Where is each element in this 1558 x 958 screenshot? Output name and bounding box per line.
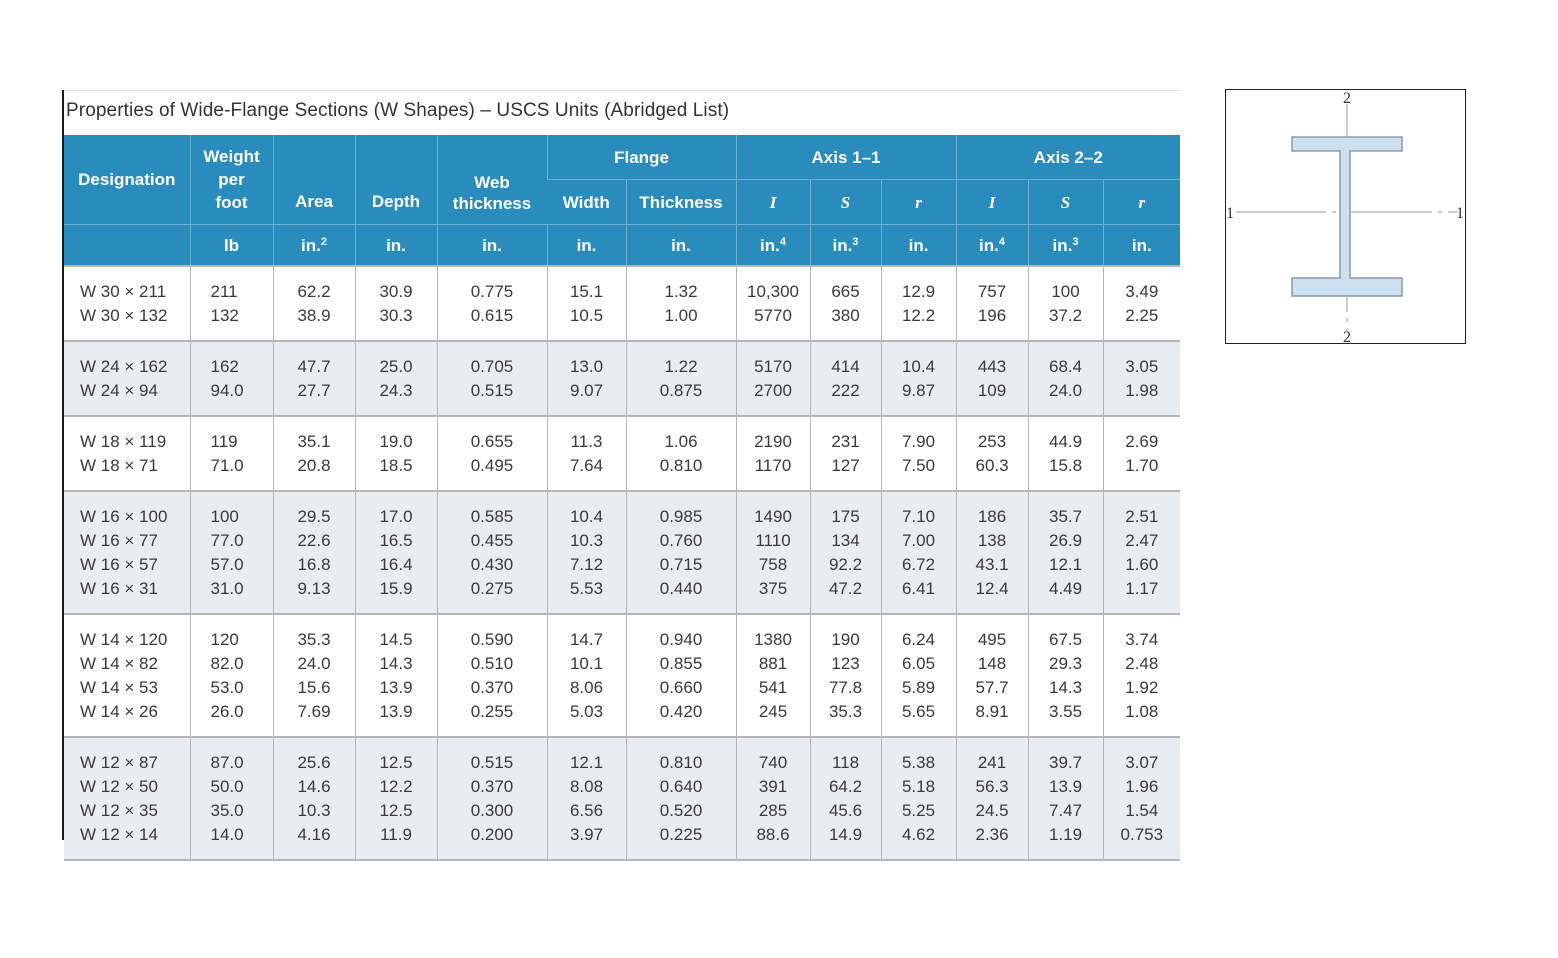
table-row-group-w30 — [64, 266, 1180, 341]
cell-r1: 6.24 6.05 5.89 5.65 — [881, 614, 956, 737]
cell-flange-width: 10.4 10.3 7.12 5.53 — [547, 491, 626, 614]
table-title: Properties of Wide-Flange Sections (W Shapes) – USCS Units (Abridged List) — [66, 100, 730, 121]
unit-depth: in. — [355, 225, 437, 267]
unit-I1 — [736, 225, 810, 267]
unit-S2 — [1028, 225, 1103, 267]
unit-r1: in. — [881, 225, 956, 267]
cell-S2: 35.7 26.9 12.1 4.49 — [1028, 491, 1103, 614]
cell-flange-thickness: 0.810 0.640 0.520 0.225 — [626, 737, 736, 860]
unit-web: in. — [437, 225, 547, 267]
cell-web-thickness: 0.705 0.515 — [437, 341, 547, 416]
units-row — [64, 225, 1180, 267]
cell-S2: 100 37.2 — [1028, 266, 1103, 341]
cell-designation: W 16 × 100 W 16 × 77 W 16 × 57 W 16 × 31 — [64, 491, 190, 614]
cell-weight: 162 94.0 — [190, 341, 273, 416]
table-row-group-w14 — [64, 614, 1180, 737]
cell-area: 62.2 38.9 — [273, 266, 355, 341]
cell-r2: 3.74 2.48 1.92 1.08 — [1103, 614, 1180, 737]
header-r-axis1: r — [881, 180, 956, 225]
label-axis-2-bottom: 2 — [1343, 329, 1351, 342]
cell-r1: 7.90 7.50 — [881, 416, 956, 491]
cell-weight: 120 82.0 53.0 26.0 — [190, 614, 273, 737]
cell-web-thickness: 0.655 0.495 — [437, 416, 547, 491]
cell-r1: 12.9 12.2 — [881, 266, 956, 341]
cell-I2: 186 138 43.1 12.4 — [956, 491, 1028, 614]
cell-flange-thickness: 1.06 0.810 — [626, 416, 736, 491]
table-header — [64, 135, 1180, 266]
table-row-group-w12 — [64, 737, 1180, 860]
header-flange-thickness: Thickness — [626, 180, 736, 225]
cell-weight: 87.0 50.0 35.0 14.0 — [190, 737, 273, 860]
unit-area — [273, 225, 355, 267]
cell-designation: W 14 × 120 W 14 × 82 W 14 × 53 W 14 × 26 — [64, 614, 190, 737]
cell-weight: 211 132 — [190, 266, 273, 341]
header-depth: Depth — [355, 135, 437, 225]
header-axis-1-1: Axis 1–1 — [736, 135, 956, 180]
unit-I2 — [956, 225, 1028, 267]
cell-r2: 2.69 1.70 — [1103, 416, 1180, 491]
unit-weight: lb — [190, 225, 273, 267]
unit-flange-thickness: in. — [626, 225, 736, 267]
cell-I2: 757 196 — [956, 266, 1028, 341]
cell-I2: 241 56.3 24.5 2.36 — [956, 737, 1028, 860]
cell-flange-width: 15.1 10.5 — [547, 266, 626, 341]
cell-I2: 443 109 — [956, 341, 1028, 416]
w-shape-section — [1292, 137, 1402, 296]
cell-r2: 2.51 2.47 1.60 1.17 — [1103, 491, 1180, 614]
cell-flange-width: 13.0 9.07 — [547, 341, 626, 416]
cell-flange-thickness: 1.32 1.00 — [626, 266, 736, 341]
label-axis-1-left: 1 — [1226, 205, 1234, 222]
unit-I2-base: in. — [979, 235, 999, 255]
header-I-axis2: I — [956, 180, 1028, 225]
header-flange: Flange — [547, 135, 736, 180]
cell-flange-thickness: 0.985 0.760 0.715 0.440 — [626, 491, 736, 614]
cell-designation: W 24 × 162 W 24 × 94 — [64, 341, 190, 416]
table-row-group-w18 — [64, 416, 1180, 491]
cell-area: 29.5 22.6 16.8 9.13 — [273, 491, 355, 614]
cell-web-thickness: 0.775 0.615 — [437, 266, 547, 341]
header-designation: Designation — [64, 135, 190, 225]
cell-I2: 253 60.3 — [956, 416, 1028, 491]
cell-S1: 231 127 — [810, 416, 881, 491]
label-axis-1-right: 1 — [1456, 205, 1464, 222]
cell-I1: 740 391 285 88.6 — [736, 737, 810, 860]
unit-I1-sup: 4 — [779, 235, 786, 248]
cell-flange-thickness: 0.940 0.855 0.660 0.420 — [626, 614, 736, 737]
header-axis-2-2: Axis 2–2 — [956, 135, 1180, 180]
cell-area: 25.6 14.6 10.3 4.16 — [273, 737, 355, 860]
cell-S1: 665 380 — [810, 266, 881, 341]
cell-weight: 119 71.0 — [190, 416, 273, 491]
cell-flange-width: 11.3 7.64 — [547, 416, 626, 491]
cell-web-thickness: 0.590 0.510 0.370 0.255 — [437, 614, 547, 737]
unit-designation — [64, 225, 190, 267]
cell-S2: 39.7 13.9 7.47 1.19 — [1028, 737, 1103, 860]
table-row-group-w24 — [64, 341, 1180, 416]
header-weight-line3: foot — [215, 193, 248, 212]
properties-table — [64, 135, 1180, 861]
cell-depth: 25.0 24.3 — [355, 341, 437, 416]
unit-S1 — [810, 225, 881, 267]
cell-depth: 12.5 12.2 12.5 11.9 — [355, 737, 437, 860]
cell-S2: 44.9 15.8 — [1028, 416, 1103, 491]
cell-area: 35.3 24.0 15.6 7.69 — [273, 614, 355, 737]
unit-S1-base: in. — [832, 235, 853, 255]
header-weight-line1: Weight — [203, 147, 260, 166]
w-shape-diagram — [1226, 90, 1464, 342]
cell-I2: 495 148 57.7 8.91 — [956, 614, 1028, 737]
unit-I1-base: in. — [760, 235, 780, 255]
cell-depth: 19.0 18.5 — [355, 416, 437, 491]
cell-r1: 5.38 5.18 5.25 4.62 — [881, 737, 956, 860]
cell-flange-width: 14.7 10.1 8.06 5.03 — [547, 614, 626, 737]
cell-I1: 5170 2700 — [736, 341, 810, 416]
cell-depth: 30.9 30.3 — [355, 266, 437, 341]
header-area: Area — [273, 135, 355, 225]
cell-S1: 190 123 77.8 35.3 — [810, 614, 881, 737]
header-r-axis2: r — [1103, 180, 1180, 225]
cell-depth: 14.5 14.3 13.9 13.9 — [355, 614, 437, 737]
table-body — [64, 266, 1180, 860]
cell-I1: 1490 1110 758 375 — [736, 491, 810, 614]
cell-flange-thickness: 1.22 0.875 — [626, 341, 736, 416]
cell-area: 35.1 20.8 — [273, 416, 355, 491]
title-top-rule — [64, 90, 1180, 91]
table-title-bar — [64, 90, 1180, 134]
cell-I1: 1380 881 541 245 — [736, 614, 810, 737]
cell-r2: 3.05 1.98 — [1103, 341, 1180, 416]
cell-web-thickness: 0.515 0.370 0.300 0.200 — [437, 737, 547, 860]
cell-r2: 3.49 2.25 — [1103, 266, 1180, 341]
header-weight-line2: per — [218, 170, 245, 189]
header-web-line2: thickness — [452, 194, 532, 213]
cell-S2: 68.4 24.0 — [1028, 341, 1103, 416]
header-S-axis2: S — [1028, 180, 1103, 225]
w-shape-axes-figure — [1225, 89, 1466, 344]
unit-r2: in. — [1103, 225, 1180, 267]
cell-I1: 10,300 5770 — [736, 266, 810, 341]
unit-S1-sup: 3 — [852, 235, 859, 248]
cell-depth: 17.0 16.5 16.4 15.9 — [355, 491, 437, 614]
unit-flange-width: in. — [547, 225, 626, 267]
cell-S1: 175 134 92.2 47.2 — [810, 491, 881, 614]
cell-I1: 2190 1170 — [736, 416, 810, 491]
header-web-line1: Web — [474, 173, 510, 192]
unit-I2-sup: 4 — [998, 235, 1006, 248]
unit-S2-base: in. — [1052, 235, 1073, 255]
unit-S2-sup: 3 — [1072, 235, 1079, 248]
cell-flange-width: 12.1 8.08 6.56 3.97 — [547, 737, 626, 860]
header-flange-width: Width — [547, 180, 626, 225]
cell-area: 47.7 27.7 — [273, 341, 355, 416]
cell-designation: W 18 × 119 W 18 × 71 — [64, 416, 190, 491]
unit-area-base: in. — [301, 235, 321, 255]
label-axis-2-top: 2 — [1343, 90, 1351, 107]
cell-designation: W 30 × 211 W 30 × 132 — [64, 266, 190, 341]
header-web-thickness — [437, 135, 547, 225]
cell-designation: W 12 × 87 W 12 × 50 W 12 × 35 W 12 × 14 — [64, 737, 190, 860]
header-S-axis1: S — [810, 180, 881, 225]
cell-web-thickness: 0.585 0.455 0.430 0.275 — [437, 491, 547, 614]
cell-S1: 414 222 — [810, 341, 881, 416]
cell-r2: 3.07 1.96 1.54 0.753 — [1103, 737, 1180, 860]
cell-S2: 67.5 29.3 14.3 3.55 — [1028, 614, 1103, 737]
table-row-group-w16 — [64, 491, 1180, 614]
cell-r1: 7.10 7.00 6.72 6.41 — [881, 491, 956, 614]
header-weight — [190, 135, 273, 225]
header-I-axis1: I — [736, 180, 810, 225]
cell-weight: 100 77.0 57.0 31.0 — [190, 491, 273, 614]
cell-S1: 118 64.2 45.6 14.9 — [810, 737, 881, 860]
unit-area-sup: 2 — [320, 235, 327, 248]
cell-r1: 10.4 9.87 — [881, 341, 956, 416]
